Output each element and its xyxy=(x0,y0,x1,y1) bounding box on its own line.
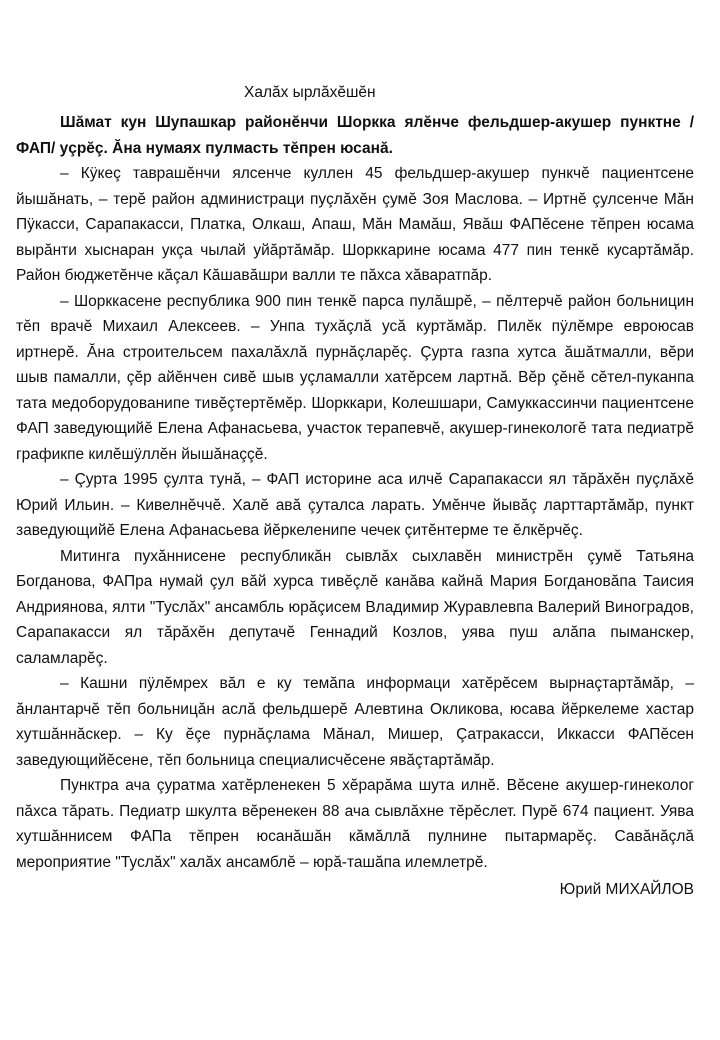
article xyxy=(16,80,694,902)
article-lead: Шăмат кун Шупашкар районĕнчи Шоркка ялĕнче фельдшер-акушер пунктне /ФАП/ уçрĕç. Ăна нумаях пулмасть тĕпрен юсанă. xyxy=(16,114,694,157)
article-paragraph: – Шорккасене республика 900 пин тенкĕ парса пулăшрĕ, – пĕлтерчĕ район больницин тĕп врачĕ Михаил Алексеев. – Унпа тухăçлă усă куртăмăр. Пилĕк пÿлĕмре евроюсав иртнерĕ. Ăна строительсем пахалăхлă пурнăçларĕç. Çурта газпа хутса ăшăтмалли, вĕри шыв памалли, çĕр айĕнчен сивĕ шыв уçламалли хатĕрсем лартнă. Вĕр çĕнĕ сĕтел-пуканпа тата медоборудованипе тивĕçтертĕмĕр. Шорккари, Колешшари, Самуккассинчи пациентсене ФАП заведующийĕ Елена Афанасьева, участок терапевчĕ, акушер-гинекологĕ тата педиатрĕ графикпе килĕшÿллĕн йышăнаççĕ. xyxy=(16,292,694,463)
article-paragraph: – Çурта 1995 çулта тунă, – ФАП историне аса илчĕ Сарапакасси ял тăрăхĕн пуçлăхĕ Юрий Ильин. – Кивелнĕччĕ. Халĕ авă çуталса ларать. Умĕнче йывăç ларттартăмăр, пункт заведующийĕ Елена Афанасьева йĕркеленипе чечек çитĕнтерме те ĕлкĕрчĕç. xyxy=(16,471,694,539)
article-paragraph: – Кÿкеç таврашĕнчи ялсенче куллен 45 фельдшер-акушер пункчĕ пациентсене йышăнать, – терĕ район администраци пуçлăхĕн çумĕ Зоя Маслова. – Иртнĕ çулсенче Мăн Пÿкасси, Сарапакасси, Платка, Олкаш, Апаш, Мăн Мамăш, Явăш ФАПĕсене тĕпрен юсама вырăнти хыснаран укçа чылай уйăртăмăр. Шорккарине юсама 477 пин тенкĕ кусартăмăр. Район бюджетĕнче кăçал Кăшавăшри валли те пăхса хăваратпăр. xyxy=(16,165,694,284)
article-paragraph: – Кашни пÿлĕмрех вăл е ку темăпа информаци хатĕрĕсем вырнаçтартăмăр, – ăнлантарчĕ тĕп больницăн аслă фельдшерĕ Алевтина Окликова, юсава йĕркелеме хастар хутшăннăскер. – Ку ĕçе пурнăçлама Мăнал, Мишер, Çатракасси, Иккасси ФАПĕсен заведующийĕсене, тĕп больница специалисчĕсене явăçтартăмăр. xyxy=(16,675,694,769)
article-title: Халăх ырлăхĕшĕн xyxy=(244,84,376,101)
article-paragraph: Пунктра ача çуратма хатĕрленекен 5 хĕрарăма шута илнĕ. Вĕсене акушер-гинеколог пăхса тăрать. Педиатр шкулта вĕренекен 88 ача сывлăхне тĕрĕслет. Пурĕ 674 пациент. Уява хутшăннисем ФАПа тĕпрен юсанăшăн кăмăллă пулнине пытармарĕç. Савăнăçлă мероприятие "Туслăх" халăх ансамблĕ – юрă-ташăпа илемлетрĕ. xyxy=(16,777,694,871)
article-paragraph: Митинга пухăннисене республикăн сывлăх сыхлавĕн министрĕн çумĕ Татьяна Богданова, ФАПра нумай çул вăй хурса тивĕçлĕ канăва кайнă Мария Богдановăпа Таисия Андриянова, ялти "Туслăх" ансамбль юрăçисем Владимир Журавлевпа Валерий Виноградов, Сарапакасси ял тăрăхĕн депутачĕ Геннадий Козлов, уява пуш алăпа пыманскер, саламларĕç. xyxy=(16,547,694,667)
article-author: Юрий МИХАЙЛОВ xyxy=(559,881,694,898)
